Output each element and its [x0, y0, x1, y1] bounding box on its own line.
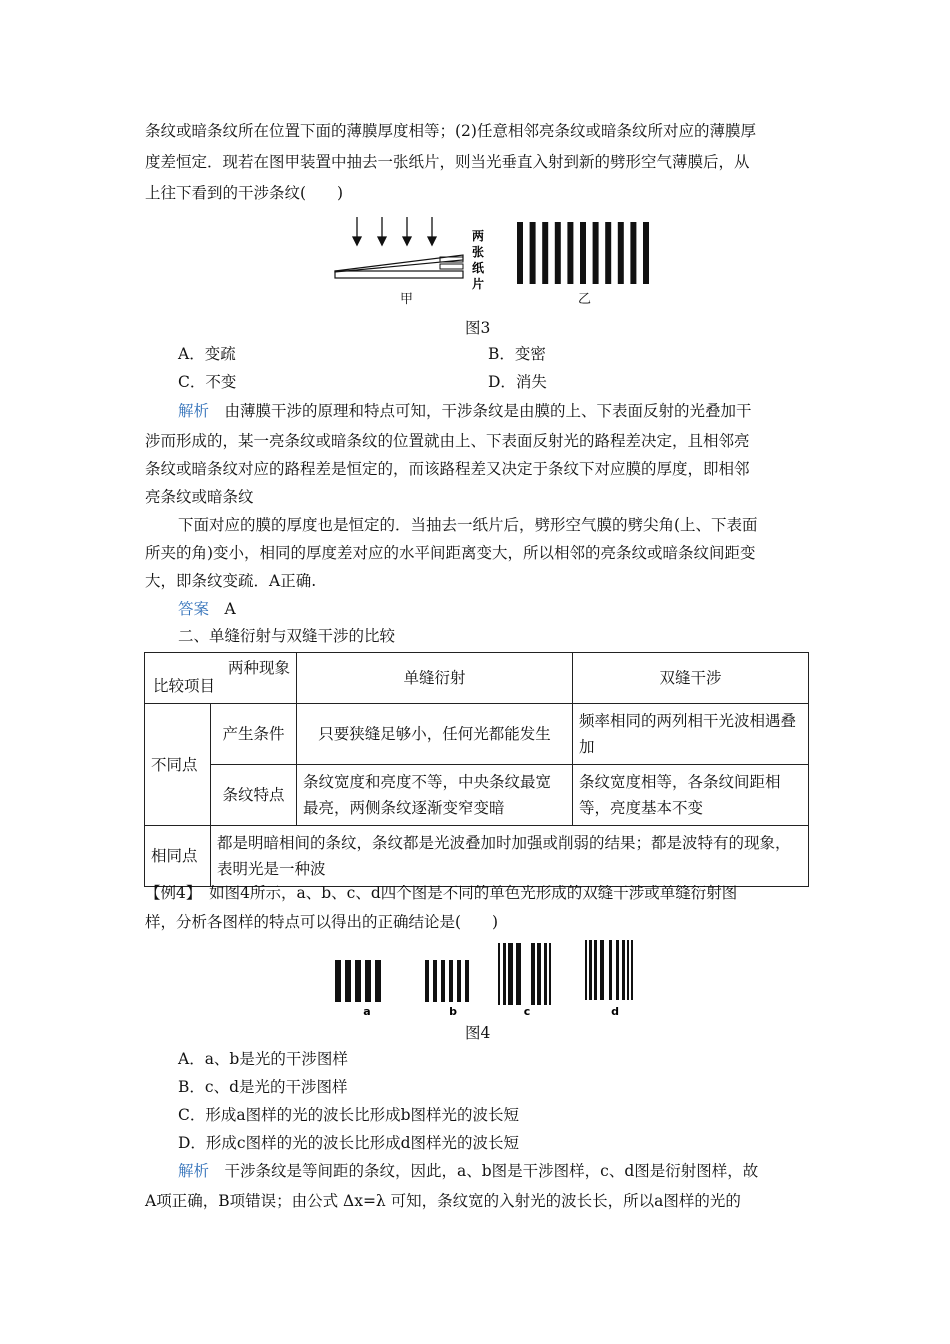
answer-1	[178, 599, 236, 619]
analysis-1-line-5: 下面对应的膜的厚度也是恒定的．当抽去一纸片后，劈形空气膜的劈尖角(上、下表面	[178, 516, 758, 534]
paper-label-char-1: 两	[471, 229, 485, 243]
pattern-c-stripe	[544, 943, 547, 1005]
paper-label-char-4: 片	[471, 277, 485, 291]
pattern-b-stripe	[449, 960, 453, 1002]
figure-4-label-c: c	[523, 1005, 531, 1018]
pattern-c-stripe	[531, 943, 535, 1005]
answer-value: A	[224, 600, 236, 618]
analysis-2-line-1	[178, 1161, 758, 1181]
figure-4-caption: 图4	[465, 1024, 491, 1042]
pattern-d-stripe	[594, 940, 597, 1000]
table-diagonal-header	[145, 653, 297, 704]
analysis-1-line-7: 大，即条纹变疏．A正确.	[145, 572, 317, 590]
analysis-1-line-4: 亮条纹或暗条纹	[145, 488, 254, 506]
pattern-a-stripe	[335, 960, 341, 1002]
q3-option-d: D．消失	[488, 373, 547, 391]
q4-option-c: C．形成a图样的光的波长比形成b图样光的波长短	[178, 1106, 520, 1124]
pattern-d-stripe	[585, 940, 587, 1000]
q4-option-a: A．a、b是光的干涉图样	[178, 1050, 348, 1068]
figure-3-label-yi: 乙	[578, 292, 592, 307]
fringe-stripe	[580, 222, 586, 284]
fringe-stripe	[605, 222, 611, 284]
pattern-a-stripe	[375, 960, 381, 1002]
figure-3-paper-label	[468, 226, 488, 296]
figure-3-fringes-yi	[515, 222, 655, 287]
analysis-1-text: 由薄膜干涉的原理和特点可知，干涉条纹是由膜的上、下表面反射的光叠加干	[209, 402, 752, 420]
analysis-1-line-6: 所夹的角)变小，相同的厚度差对应的水平间距离变大，所以相邻的亮条纹或暗条纹间距变	[145, 544, 756, 562]
q3-option-b: B．变密	[488, 345, 546, 363]
intro-line-1: 条纹或暗条纹所在位置下面的薄膜厚度相等；(2)任意相邻亮条纹或暗条纹所对应的薄膜厚	[145, 122, 756, 140]
analysis-2-label: 解析	[178, 1162, 210, 1180]
q4-option-d: D．形成c图样的光的波长比形成d图样光的波长短	[178, 1134, 520, 1152]
figure-4-label-a: a	[363, 1005, 371, 1018]
pattern-c-stripe	[537, 943, 541, 1005]
pattern-d-stripe	[600, 940, 604, 1000]
pattern-b-stripe	[433, 960, 437, 1002]
pattern-b-stripe	[425, 960, 429, 1002]
example-4-line-1: 【例4】 如图4所示，a、b、c、d四个图是不同的单色光形成的双缝干涉或单缝衍射图	[145, 884, 738, 902]
figure-4-patterns	[330, 935, 660, 1020]
pattern-a-stripe	[345, 960, 351, 1002]
pattern-a-stripe	[365, 960, 371, 1002]
paper-label-char-2: 张	[471, 245, 485, 259]
fringe-stripe	[530, 222, 536, 284]
answer-label: 答案	[178, 600, 210, 618]
fringe-stripe	[643, 222, 649, 284]
pattern-a-stripe	[355, 960, 361, 1002]
pattern-b-stripe	[441, 960, 445, 1002]
pattern-b-stripe	[465, 960, 469, 1002]
row-same-label: 相同点	[145, 826, 211, 887]
pattern-d-stripe	[627, 940, 629, 1000]
q3-option-c: C．不变	[178, 373, 237, 391]
fringe-stripe	[618, 222, 624, 284]
analysis-2-text: 干涉条纹是等间距的条纹，因此，a、b图是干涉图样，c、d图是衍射图样，故	[209, 1162, 759, 1180]
analysis-1-line-3: 条纹或暗条纹对应的路程差是恒定的，而该路程差又决定于条纹下对应膜的厚度，即相邻	[145, 460, 750, 478]
row-condition-single: 只要狭缝足够小，任何光都能发生	[297, 704, 573, 765]
fringe-stripe	[517, 222, 523, 284]
row-diff-label: 不同点	[145, 704, 211, 826]
analysis-2-line-2: A项正确，B项错误；由公式 Δx=λ 可知，条纹宽的入射光的波长长，所以a图样的光的	[145, 1192, 741, 1210]
fringe-stripe	[542, 222, 548, 284]
intro-line-2: 度差恒定．现若在图甲装置中抽去一张纸片，则当光垂直入射到新的劈形空气薄膜后，从	[145, 153, 750, 171]
analysis-label: 解析	[178, 402, 210, 420]
comparison-table	[144, 652, 809, 887]
header-single-slit: 单缝衍射	[297, 653, 573, 704]
header-compare-items: 比较项目	[153, 677, 216, 695]
pattern-d-stripe	[609, 940, 612, 1000]
pattern-c-stripe	[549, 943, 551, 1005]
example-4-line-2: 样，分析各图样的特点可以得出的正确结论是( )	[145, 913, 499, 931]
section-2-title: 二、单缝衍射与双缝干涉的比较	[178, 627, 396, 645]
row-feature-double: 条纹宽度相等，各条纹间距相等，亮度基本不变	[573, 765, 809, 826]
pattern-d-stripe	[616, 940, 619, 1000]
row-feature-single: 条纹宽度和亮度不等，中央条纹最宽最亮，两侧条纹逐渐变窄变暗	[297, 765, 573, 826]
header-double-slit: 双缝干涉	[573, 653, 809, 704]
figure-3-label-jia: 甲	[400, 292, 414, 307]
row-condition-label: 产生条件	[211, 704, 297, 765]
figure-3-caption: 图3	[465, 319, 491, 337]
pattern-c-stripe	[503, 943, 506, 1005]
pattern-d-stripe	[589, 940, 592, 1000]
intro-line-3: 上往下看到的干涉条纹( )	[145, 184, 344, 202]
q4-option-b: B．c、d是光的干涉图样	[178, 1078, 348, 1096]
figure-4-label-d: d	[611, 1005, 619, 1018]
fringe-stripe	[593, 222, 599, 284]
row-feature-label: 条纹特点	[211, 765, 297, 826]
fringe-stripe	[555, 222, 561, 284]
fringe-stripe	[630, 222, 636, 284]
pattern-b-stripe	[457, 960, 461, 1002]
pattern-c-stripe	[498, 943, 500, 1005]
row-condition-double: 频率相同的两列相干光波相遇叠加	[573, 704, 809, 765]
analysis-1-line-1	[178, 401, 752, 421]
pattern-c-stripe	[508, 943, 513, 1005]
pattern-d-stripe	[622, 940, 625, 1000]
figure-4-label-b: b	[449, 1005, 457, 1018]
pattern-c-stripe	[516, 943, 521, 1005]
header-phenomena: 两种现象	[227, 659, 290, 677]
pattern-d-stripe	[631, 940, 633, 1000]
q3-option-a: A．变疏	[178, 345, 236, 363]
fringe-stripe	[567, 222, 573, 284]
paper-label-char-3: 纸	[471, 261, 485, 275]
analysis-1-line-2: 涉而形成的，某一亮条纹或暗条纹的位置就由上、下表面反射光的路程差决定，且相邻亮	[145, 432, 750, 450]
row-same-text: 都是明暗相间的条纹，条纹都是光波叠加时加强或削弱的结果；都是波特有的现象，表明光是一种波	[211, 826, 809, 887]
